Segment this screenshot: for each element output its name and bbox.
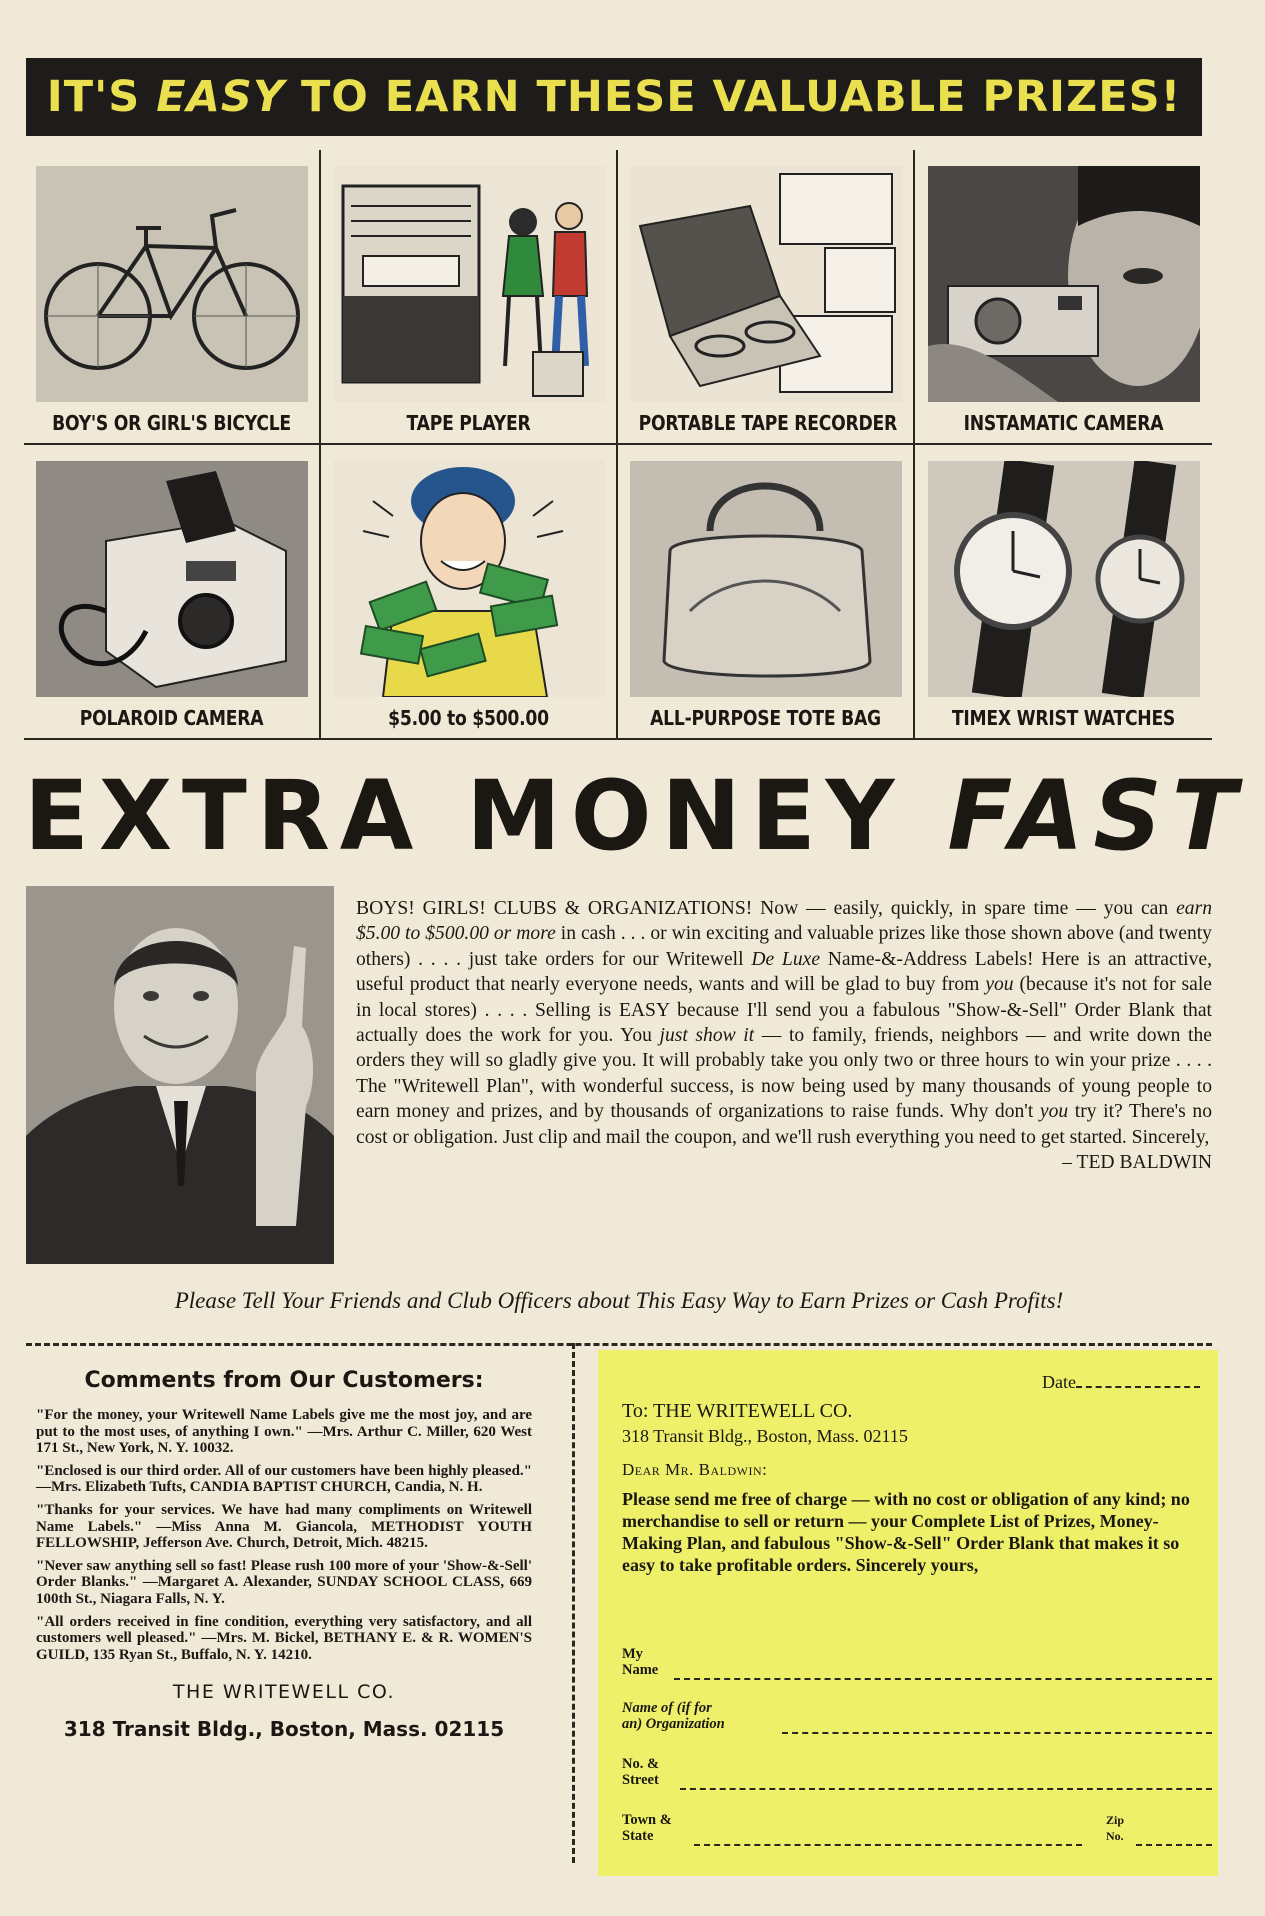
bicycle-icon <box>36 166 308 402</box>
prize-label: PORTABLE TAPE RECORDER <box>638 411 897 435</box>
prize-cell <box>618 445 915 740</box>
customer-quote: "Enclosed is our third order. All of our customers have been highly pleased." —Mrs. Elizabeth Tufts, CANDIA BAPTIST CHURCH, Candia, N. H. <box>36 1462 532 1496</box>
organization-field[interactable]: Name of (if for an) Organization <box>622 1700 1212 1734</box>
town-state-field[interactable]: Town & State <box>622 1812 1212 1846</box>
coupon-salutation: Dear Mr. Baldwin: <box>622 1460 768 1479</box>
polaroid-camera-icon <box>36 461 308 697</box>
prize-cell <box>618 150 915 445</box>
prizes-banner <box>26 58 1202 136</box>
prize-label: ALL-PURPOSE TOTE BAG <box>650 706 881 730</box>
prize-cell <box>915 150 1212 445</box>
prize-label: POLAROID CAMERA <box>79 706 264 730</box>
prize-label: $5.00 to $500.00 <box>388 706 549 730</box>
customer-quote: "All orders received in fine condition, everything very satisfactory, and all customers well pleased." —Mrs. M. Bickel, BETHANY E. & R. WOMEN'S GUILD, 135 Ryan St., Buffalo, N. Y. 14210. <box>36 1613 532 1663</box>
customer-quote: "For the money, your Writewell Name Labels give me the most joy, and are put to the most uses, of anything I own." —Mrs. Arthur C. Miller, 620 West 171 St., New York, N. Y. 10032. <box>36 1407 532 1457</box>
headline: EXTRA MONEY FAST <box>24 760 1247 872</box>
prize-cell <box>915 445 1212 740</box>
tagline: Please Tell Your Friends and Club Officers about This Easy Way to Earn Prizes or Cash Profits! <box>174 1288 1064 1313</box>
tote-bag-icon <box>630 461 902 697</box>
coupon-recipient: To: THE WRITEWELL CO. <box>622 1400 853 1422</box>
customer-quote: "Thanks for your services. We have had many compliments on Writewell Name Labels." —Miss Anna M. Giancola, METHODIST YOUTH FELLOWSHIP, Jefferson Ave. Church, Detroit, Mich. 48215. <box>36 1501 532 1552</box>
prize-label: BOY'S OR GIRL'S BICYCLE <box>52 411 291 435</box>
comments-title: Comments from Our Customers: <box>84 1368 484 1393</box>
company-name: THE WRITEWELL CO. <box>172 1681 396 1704</box>
prize-cell <box>321 150 618 445</box>
prize-cell <box>24 445 321 740</box>
prize-label: TIMEX WRIST WATCHES <box>951 706 1176 730</box>
tape-recorder-icon <box>630 166 902 402</box>
cut-line <box>572 1343 575 1863</box>
money-woman-icon <box>333 461 605 697</box>
coupon-address: 318 Transit Bldg., Boston, Mass. 02115 <box>622 1426 908 1446</box>
cut-line <box>26 1343 1212 1346</box>
ted-baldwin-photo <box>26 886 334 1264</box>
customer-comments <box>36 1368 532 1838</box>
date-field[interactable]: Date <box>1042 1372 1200 1393</box>
banner-text: IT'S EASY TO EARN THESE VALUABLE PRIZES! <box>46 72 1182 122</box>
zip-field[interactable]: Zip No. <box>1106 1812 1212 1846</box>
tape-player-icon <box>333 166 605 402</box>
body-copy: BOYS! GIRLS! CLUBS & ORGANIZATIONS! Now — easily, quickly, in spare time — you can earn $5.00 to $500.00 or more in cash . . . or win exciting and valuable prizes like those shown above (and twenty others) . . . . just take orders for our Writewell De Luxe Name-&-Address Labels! Here is an attractive, useful product that nearly everyone needs, wants and will be glad to buy from you (because it's not for sale in local stores) . . . . Selling is EASY because I'll send you a fabulous "Show-&-Sell" Order Blank that actually does the work for you. You just show it — to family, friends, neighbors — and write down the orders they will so gladly give you. It will probably take you only two or three hours to win your prize . . . . The "Writewell Plan", with wonderful success, is now being used by many thousands of young people to earn money and prizes, and by thousands of organizations to raise funds. Why don't you try it? There's no cost or obligation. Just clip and mail the coupon, and we'll rush everything you need to get started. Sincerely, – TED BALDWIN <box>356 896 1212 1266</box>
name-field[interactable]: My Name <box>622 1646 1212 1680</box>
order-coupon[interactable] <box>598 1350 1218 1876</box>
instamatic-camera-icon <box>928 166 1200 402</box>
coupon-message: Please send me free of charge — with no cost or obligation of any kind; no merchandise to sell or return — your Complete List of Prizes, Money-Making Plan, and fabulous "Show-&-Sell" Order Blank that makes it so easy to take profitable orders. Sincerely yours, <box>622 1489 1190 1575</box>
prize-grid <box>24 150 1212 740</box>
prize-cell <box>24 150 321 445</box>
customer-quote: "Never saw anything sell so fast! Please rush 100 more of your 'Show-&-Sell' Order Blanks." —Margaret A. Alexander, SUNDAY SCHOOL CLASS, 669 100th St., Niagara Falls, N. Y. <box>36 1557 532 1607</box>
signature: – TED BALDWIN <box>1062 1152 1212 1174</box>
prize-cell <box>321 445 618 740</box>
wrist-watch-icon <box>928 461 1200 697</box>
company-address: 318 Transit Bldg., Boston, Mass. 02115 <box>63 1717 505 1742</box>
prize-label: TAPE PLAYER <box>406 411 531 435</box>
street-field[interactable]: No. & Street <box>622 1756 1212 1790</box>
prize-label: INSTAMATIC CAMERA <box>963 411 1164 435</box>
